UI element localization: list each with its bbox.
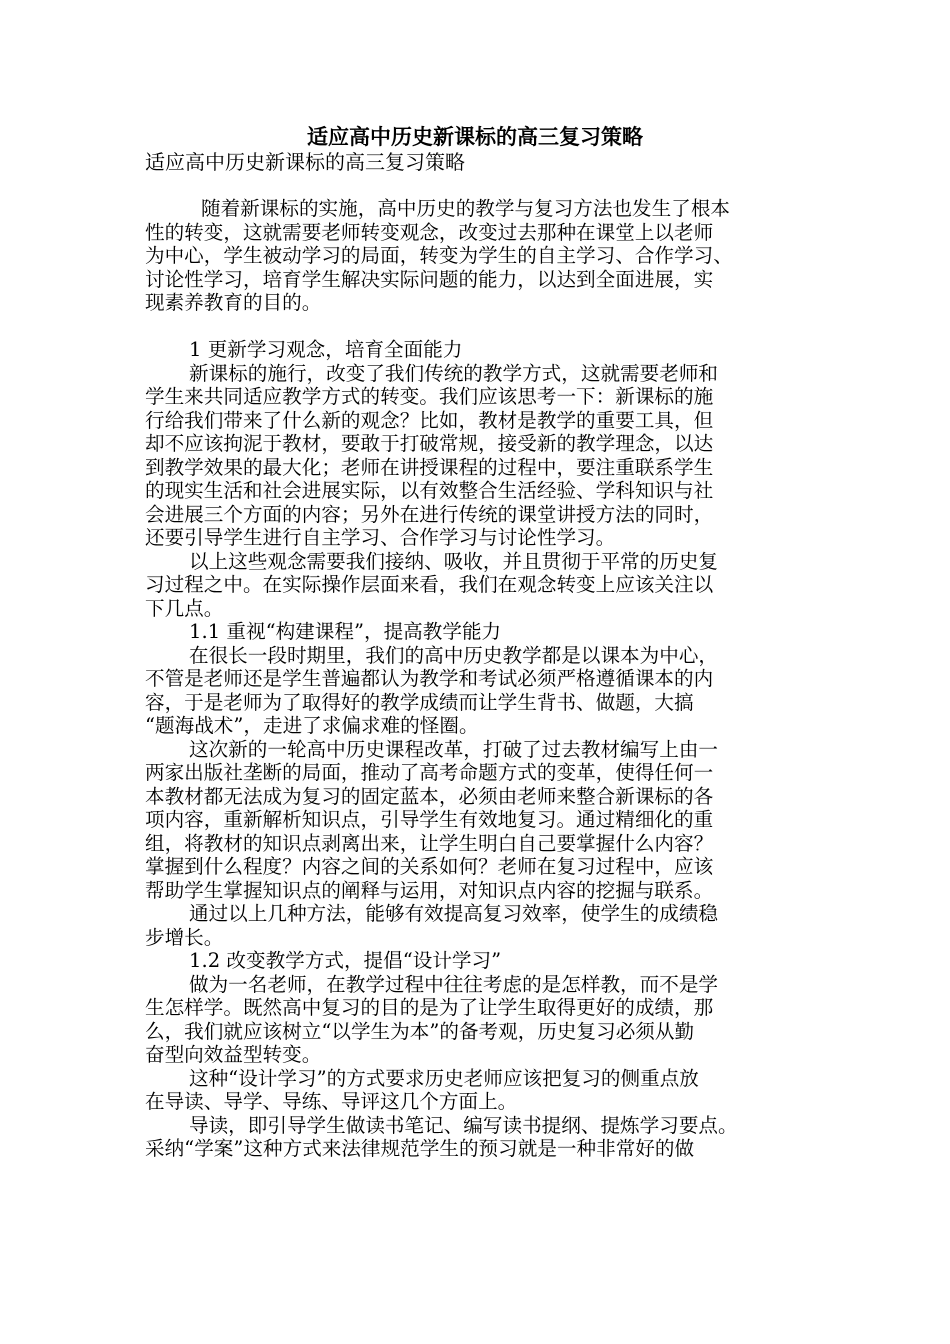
text-line: 奋型向效益型转变。 <box>145 1043 322 1066</box>
document-title: 适应高中历史新课标的高三复习策略 <box>307 125 643 149</box>
text-line: 会进展三个方面的内容；另外在进行传统的课堂讲授方法的同时， <box>145 502 714 526</box>
text-line: 以上这些观念需要我们接纳、吸收，并且贯彻于平常的历史复 <box>189 549 719 573</box>
text-line: 在很长一段时期里，我们的高中历史教学都是以课本为中心， <box>189 643 719 667</box>
text-line: 导读，即引导学生做读书笔记、编写读书提纲、提炼学习要点。 <box>189 1113 738 1137</box>
text-line: 讨论性学习，培育学生解决实际问题的能力，以达到全面进展，实 <box>145 267 714 291</box>
text-line: 容，于是老师为了取得好的教学成绩而让学生背书、做题，大搞 <box>145 690 694 714</box>
text-line: 这次新的一轮高中历史课程改革，打破了过去教材编写上由一 <box>189 737 719 761</box>
text-line: 1.1 重视“构建课程”，提高教学能力 <box>189 620 502 643</box>
text-line: 的现实生活和社会进展实际，以有效整合生活经验、学科知识与社 <box>145 479 714 502</box>
text-line: “题海战术”，走进了求偏求难的怪圈。 <box>145 714 479 737</box>
text-line: 却不应该拘泥于教材，要敢于打破常规，接受新的教学理念，以达 <box>145 432 714 455</box>
text-line: 还要引导学生进行自主学习、合作学习与讨论性学习。 <box>145 526 616 549</box>
document-subtitle: 适应高中历史新课标的高三复习策略 <box>145 150 465 174</box>
text-line: 为中心，学生被动学习的局面，转变为学生的自主学习、合作学习、 <box>145 244 733 267</box>
text-line: 1 更新学习观念，培育全面能力 <box>189 338 463 361</box>
text-line: 项内容，重新解析知识点，引导学生有效地复习。通过精细化的重 <box>145 808 714 831</box>
text-line: 习过程之中。在实际操作层面来看，我们在观念转变上应该关注以 <box>145 573 714 596</box>
text-line: 不管是老师还是学生普遍都认为教学和考试必须严格遵循课本的内 <box>145 667 714 690</box>
text-line: 生怎样学。既然高中复习的目的是为了让学生取得更好的成绩，那 <box>145 996 714 1019</box>
text-line: 两家出版社垄断的局面，推动了高考命题方式的变革，使得任何一 <box>145 761 714 784</box>
text-line: 做为一名老师，在教学过程中往往考虑的是怎样教，而不是学 <box>189 972 719 996</box>
text-line: 步增长。 <box>145 925 224 949</box>
text-line: 帮助学生掌握知识点的阐释与运用，对知识点内容的挖掘与联系。 <box>145 878 714 902</box>
text-line: 这种“设计学习”的方式要求历史老师应该把复习的侧重点放 <box>189 1066 699 1090</box>
text-line: 随着新课标的实施，高中历史的教学与复习方法也发生了根本 <box>201 197 731 220</box>
text-line: 下几点。 <box>145 596 224 620</box>
text-line: 1.2 改变教学方式，提倡“设计学习” <box>189 949 502 972</box>
text-line: 本教材都无法成为复习的固定蓝本，必须由老师来整合新课标的各 <box>145 784 714 808</box>
text-line: 组，将教材的知识点剥离出来，让学生明白自己要掌握什么内容？ <box>145 831 714 855</box>
text-line: 学生来共同适应教学方式的转变。我们应该思考一下：新课标的施 <box>145 385 714 408</box>
text-line: 行给我们带来了什么新的观念？比如，教材是教学的重要工具，但 <box>145 408 714 432</box>
text-line: 现素养教育的目的。 <box>145 291 322 314</box>
text-line: 性的转变，这就需要老师转变观念，改变过去那种在课堂上以老师 <box>145 220 714 244</box>
text-line: 新课标的施行，改变了我们传统的教学方式，这就需要老师和 <box>189 361 719 385</box>
text-line: 么，我们就应该树立“以学生为本”的备考观，历史复习必须从勤 <box>145 1019 695 1043</box>
text-line: 在导读、导学、导练、导评这几个方面上。 <box>145 1090 518 1113</box>
text-line: 掌握到什么程度？内容之间的关系如何？老师在复习过程中，应该 <box>145 855 714 878</box>
text-line: 到教学效果的最大化；老师在讲授课程的过程中，要注重联系学生 <box>145 455 714 479</box>
text-line: 通过以上几种方法，能够有效提高复习效率，使学生的成绩稳 <box>189 902 719 925</box>
paragraph-gap <box>145 315 805 339</box>
document-body <box>145 197 805 1161</box>
text-line: 采纳“学案”这种方式来法律规范学生的预习就是一种非常好的做 <box>145 1137 695 1160</box>
